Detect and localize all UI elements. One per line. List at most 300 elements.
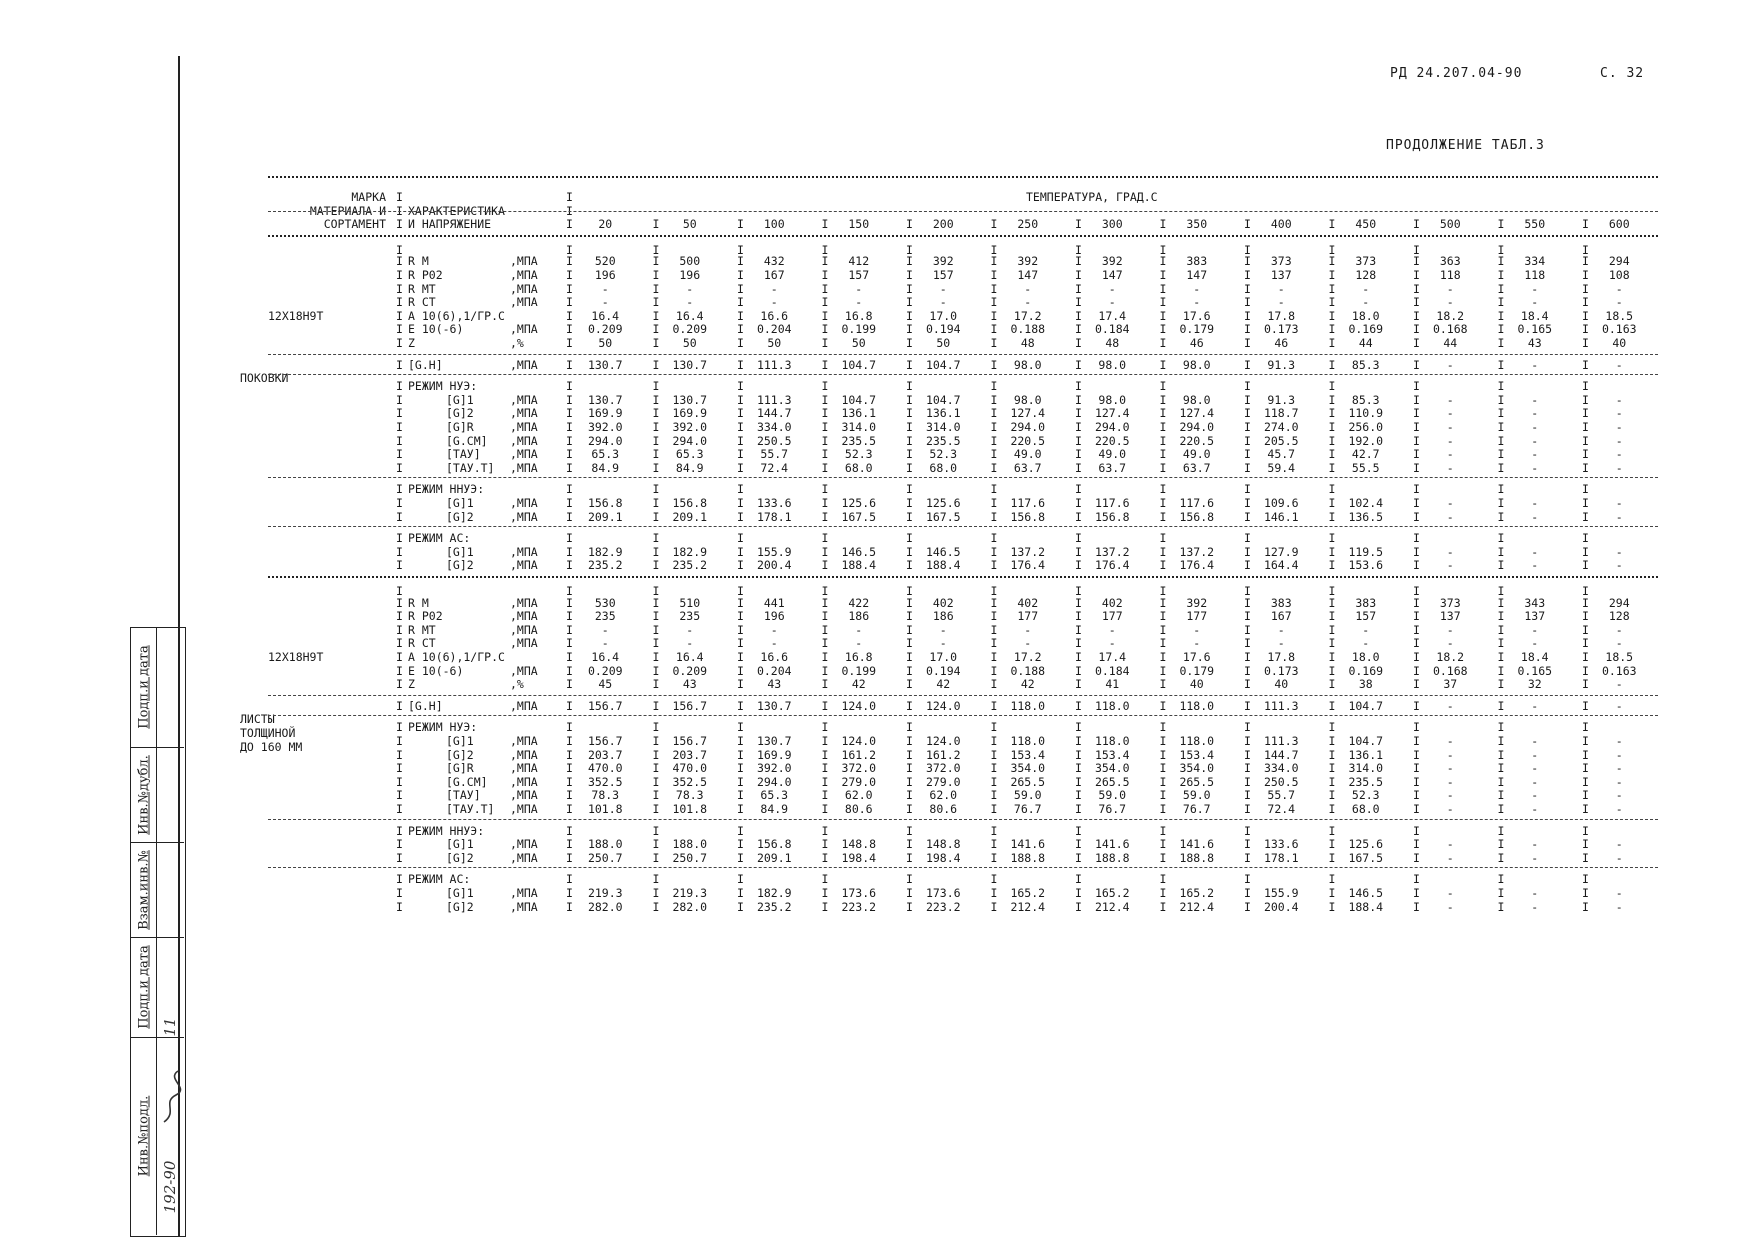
column-separator: I — [1159, 872, 1167, 887]
column-separator: I — [821, 584, 829, 598]
column-separator: I — [1497, 823, 1505, 838]
row-rule — [268, 477, 1658, 478]
column-separator: I — [652, 663, 660, 678]
column-separator: I — [396, 558, 403, 573]
table-cell: 43 — [1527, 336, 1542, 350]
column-separator: I — [1497, 774, 1505, 789]
column-separator: I — [396, 650, 403, 664]
column-separator: I — [566, 720, 573, 735]
table-cell: 130.7 — [672, 357, 708, 372]
table-cell: 111.3 — [1263, 698, 1299, 713]
column-separator: I — [1413, 698, 1420, 713]
column-separator: I — [566, 663, 573, 678]
column-separator: I — [906, 886, 913, 900]
column-separator: I — [906, 242, 913, 257]
table-cell: - — [1615, 698, 1623, 713]
table-cell: 104.7 — [1348, 734, 1384, 748]
table-cell: 49.0 — [1013, 447, 1042, 462]
table-cell: 294.0 — [1094, 420, 1130, 434]
column-separator: I — [1159, 357, 1167, 372]
column-separator: I — [1075, 698, 1082, 713]
column-separator: I — [1582, 217, 1589, 232]
column-separator: I — [1328, 650, 1336, 664]
table-cell: - — [1615, 406, 1623, 421]
column-separator: I — [1075, 558, 1082, 573]
column-separator: I — [821, 357, 829, 372]
table-cell: 148.8 — [925, 837, 961, 852]
table-cell: 80.6 — [844, 802, 873, 816]
table-cell: 200.4 — [756, 558, 792, 573]
column-separator: I — [1497, 802, 1505, 816]
column-separator: I — [1075, 420, 1082, 434]
property-label: Z — [408, 677, 415, 692]
table-cell: 98.0 — [1182, 357, 1211, 372]
column-separator: I — [1328, 433, 1336, 448]
column-separator: I — [990, 622, 998, 637]
table-cell: - — [1193, 636, 1201, 651]
column-separator: I — [566, 761, 573, 776]
column-separator: I — [990, 392, 998, 407]
column-separator: I — [737, 460, 744, 475]
table-cell: 198.4 — [841, 850, 877, 865]
column-separator: I — [1328, 460, 1336, 475]
table-cell: 0.209 — [587, 322, 623, 337]
row-rule — [268, 526, 1658, 527]
table-cell: 196 — [679, 268, 701, 282]
column-separator: I — [906, 677, 913, 692]
column-separator: I — [1497, 336, 1505, 350]
table-cell: 188.8 — [1010, 850, 1046, 865]
table-cell: 153.4 — [1094, 747, 1130, 762]
column-separator: I — [821, 482, 829, 497]
column-separator: I — [1244, 254, 1251, 269]
table-cell: - — [1615, 447, 1623, 462]
table-cell: 68.0 — [844, 460, 873, 475]
column-separator: I — [1328, 406, 1336, 421]
table-cell: 177 — [1017, 609, 1039, 624]
table-cell: - — [1531, 295, 1539, 310]
table-cell: 188.0 — [672, 837, 708, 852]
column-separator: I — [1497, 281, 1505, 296]
stamp-label: Подп.и дата — [136, 645, 152, 729]
table-cell: - — [1531, 406, 1539, 421]
column-separator: I — [1159, 460, 1167, 475]
column-separator: I — [990, 677, 998, 692]
table-cell: - — [1277, 636, 1285, 651]
column-separator: I — [566, 788, 573, 803]
column-separator: I — [1582, 509, 1589, 524]
column-separator: I — [1328, 295, 1336, 310]
table-cell: 43 — [682, 677, 697, 692]
table-cell: 136.1 — [1348, 747, 1384, 762]
column-separator: I — [1244, 509, 1251, 524]
table-cell: 220.5 — [1179, 433, 1215, 448]
property-unit: ,МПА — [510, 433, 538, 448]
column-separator: I — [1075, 774, 1082, 789]
column-separator: I — [906, 899, 913, 914]
table-cell: 220.5 — [1094, 433, 1130, 448]
column-separator: I — [821, 447, 829, 462]
column-separator: I — [566, 460, 573, 475]
table-cell: - — [1615, 761, 1623, 776]
column-separator: I — [1244, 336, 1251, 350]
column-separator: I — [1413, 636, 1420, 651]
column-separator: I — [1075, 823, 1082, 838]
column-separator: I — [396, 531, 403, 546]
column-separator: I — [821, 837, 829, 852]
property-label: R MT — [408, 281, 436, 296]
column-separator: I — [1075, 281, 1082, 296]
column-separator: I — [1582, 595, 1589, 610]
column-separator: I — [737, 254, 744, 269]
column-separator: I — [1328, 698, 1336, 713]
property-label: R CT — [408, 295, 436, 310]
table-cell: 402 — [1017, 595, 1039, 610]
column-separator: I — [990, 584, 998, 598]
property-label: [G.H] — [408, 698, 443, 713]
property-label: R M — [408, 254, 429, 269]
table-cell: 40 — [1612, 336, 1627, 350]
column-separator: I — [737, 872, 744, 887]
column-separator: I — [652, 622, 660, 637]
column-separator: I — [906, 447, 913, 462]
table-cell: - — [1446, 357, 1454, 372]
column-separator: I — [1497, 584, 1505, 598]
column-separator: I — [1075, 650, 1082, 664]
column-separator: I — [1497, 531, 1505, 546]
table-cell: - — [601, 622, 609, 637]
column-separator: I — [1244, 531, 1251, 546]
table-cell: 65.3 — [591, 447, 620, 462]
column-separator: I — [1075, 761, 1082, 776]
column-separator: I — [396, 392, 403, 407]
table-cell: 169.9 — [756, 747, 792, 762]
column-separator: I — [1328, 254, 1336, 269]
column-separator: I — [1075, 837, 1082, 852]
table-cell: - — [1615, 802, 1623, 816]
column-separator: I — [566, 823, 573, 838]
column-separator: I — [1328, 761, 1336, 776]
table-cell: 161.2 — [925, 747, 961, 762]
column-separator: I — [1244, 433, 1251, 448]
table-cell: 422 — [848, 595, 870, 610]
column-separator: I — [1244, 872, 1251, 887]
column-separator: I — [1582, 584, 1589, 598]
column-separator: I — [1582, 698, 1589, 713]
column-separator: I — [1244, 823, 1251, 838]
column-separator: I — [566, 622, 573, 637]
table-cell: 164.4 — [1263, 558, 1299, 573]
column-separator: I — [1244, 837, 1251, 852]
temperature-header: 550 — [1524, 217, 1546, 232]
table-cell: - — [1615, 747, 1623, 762]
table-cell: 136.5 — [1348, 509, 1384, 524]
column-separator: I — [990, 531, 998, 546]
table-cell: 45.7 — [1267, 447, 1296, 462]
column-separator: I — [1328, 788, 1336, 803]
column-separator: I — [906, 636, 913, 651]
column-separator: I — [990, 295, 998, 310]
column-separator: I — [566, 308, 573, 323]
column-separator: I — [1328, 496, 1336, 510]
column-separator: I — [1244, 850, 1251, 865]
column-separator: I — [396, 482, 403, 497]
table-cell: 0.173 — [1263, 663, 1299, 678]
column-separator: I — [1075, 357, 1082, 372]
column-separator: I — [1244, 788, 1251, 803]
column-separator: I — [906, 850, 913, 865]
column-separator: I — [1075, 802, 1082, 816]
table-cell: - — [1446, 788, 1454, 803]
column-separator: I — [906, 734, 913, 748]
property-unit: ,МПА — [510, 544, 538, 559]
column-separator: I — [566, 406, 573, 421]
temperature-title: ТЕМПЕРАТУРА, ГРАД.С — [1026, 190, 1158, 204]
column-separator: I — [1159, 308, 1167, 323]
column-separator: I — [1582, 677, 1589, 692]
column-separator: I — [821, 622, 829, 637]
table-cell: 59.0 — [1013, 788, 1042, 803]
column-separator: I — [990, 254, 998, 269]
column-separator: I — [1328, 734, 1336, 748]
property-unit: ,МПА — [510, 761, 538, 776]
column-separator: I — [652, 761, 660, 776]
table-cell: 62.0 — [844, 788, 873, 803]
table-cell: 235.5 — [841, 433, 877, 448]
table-cell: 63.7 — [1013, 460, 1042, 475]
table-cell: 165.2 — [1179, 886, 1215, 900]
column-separator: I — [1497, 609, 1505, 624]
table-cell: - — [1615, 788, 1623, 803]
column-separator: I — [1413, 308, 1420, 323]
column-separator: I — [1413, 217, 1420, 232]
stress-label: [G]R — [446, 761, 474, 776]
table-cell: 334.0 — [1263, 761, 1299, 776]
table-cell: - — [1531, 747, 1539, 762]
column-separator: I — [906, 357, 913, 372]
column-separator: I — [737, 433, 744, 448]
column-separator: I — [906, 420, 913, 434]
stress-label: [ТАУ.Т] — [446, 460, 495, 475]
column-separator: I — [1328, 622, 1336, 637]
table-cell: 0.194 — [925, 663, 961, 678]
column-separator: I — [1244, 636, 1251, 651]
column-separator: I — [906, 460, 913, 475]
column-separator: I — [1497, 357, 1505, 372]
column-separator: I — [1075, 636, 1082, 651]
column-separator: I — [990, 496, 998, 510]
table-cell: - — [1531, 558, 1539, 573]
column-separator: I — [737, 622, 744, 637]
column-separator: I — [1582, 447, 1589, 462]
column-separator: I — [1413, 254, 1420, 269]
column-separator: I — [1413, 886, 1420, 900]
table-cell: - — [1531, 850, 1539, 865]
table-cell: 530 — [594, 595, 616, 610]
table-cell: 200.4 — [1263, 899, 1299, 914]
column-separator: I — [396, 544, 403, 559]
table-cell: 52.3 — [1351, 788, 1380, 803]
table-cell: - — [939, 281, 947, 296]
column-separator: I — [990, 823, 998, 838]
table-cell: 133.6 — [1263, 837, 1299, 852]
column-separator: I — [1244, 392, 1251, 407]
stress-label: [G]1 — [446, 886, 474, 900]
property-unit: ,МПА — [510, 322, 538, 337]
column-separator: I — [1497, 558, 1505, 573]
table-cell: - — [1446, 899, 1454, 914]
table-cell: 72.4 — [760, 460, 789, 475]
column-separator: I — [1244, 217, 1251, 232]
column-separator: I — [821, 747, 829, 762]
column-separator: I — [566, 531, 573, 546]
table-cell: 118 — [1439, 268, 1461, 282]
column-separator: I — [821, 886, 829, 900]
column-separator: I — [1075, 336, 1082, 350]
column-separator: I — [1075, 322, 1082, 337]
column-separator: I — [566, 584, 573, 598]
table-cell: 235.2 — [672, 558, 708, 573]
column-separator: I — [821, 677, 829, 692]
table-cell: 314.0 — [1348, 761, 1384, 776]
column-separator: I — [1582, 663, 1589, 678]
table-cell: 176.4 — [1010, 558, 1046, 573]
column-separator: I — [1413, 433, 1420, 448]
table-cell: 104.7 — [841, 392, 877, 407]
table-cell: 334 — [1524, 254, 1546, 269]
stamp-label: Инв.№дубл. — [136, 754, 152, 835]
data-table — [240, 176, 1658, 1236]
column-separator: I — [1244, 698, 1251, 713]
table-cell: 392.0 — [672, 420, 708, 434]
column-separator: I — [1075, 531, 1082, 546]
column-separator: I — [1413, 850, 1420, 865]
column-separator: I — [906, 698, 913, 713]
column-separator: I — [1582, 622, 1589, 637]
column-separator: I — [1582, 872, 1589, 887]
table-cell: 153.4 — [1010, 747, 1046, 762]
table-cell: - — [1277, 295, 1285, 310]
table-cell: 16.4 — [591, 650, 620, 664]
column-separator: I — [396, 203, 403, 218]
table-cell: 294.0 — [1179, 420, 1215, 434]
column-separator: I — [652, 392, 660, 407]
table-cell: - — [1615, 281, 1623, 296]
table-cell: 156.7 — [587, 698, 623, 713]
column-separator: I — [1159, 761, 1167, 776]
table-cell: 383 — [1355, 595, 1377, 610]
table-cell: 153.4 — [1179, 747, 1215, 762]
column-separator: I — [566, 650, 573, 664]
table-cell: - — [1446, 433, 1454, 448]
table-cell: - — [1446, 734, 1454, 748]
column-separator: I — [1328, 281, 1336, 296]
table-cell: 16.4 — [675, 308, 704, 323]
column-separator: I — [566, 595, 573, 610]
table-cell: 102.4 — [1348, 496, 1384, 510]
column-separator: I — [821, 242, 829, 257]
table-cell: 0.184 — [1094, 322, 1130, 337]
column-separator: I — [566, 433, 573, 448]
column-separator: I — [396, 747, 403, 762]
column-separator: I — [1075, 242, 1082, 257]
column-separator: I — [1328, 242, 1336, 257]
property-label: E 10(-6) — [408, 663, 464, 678]
table-cell: - — [1362, 281, 1370, 296]
column-separator: I — [396, 609, 403, 624]
column-separator: I — [906, 837, 913, 852]
column-separator: I — [737, 420, 744, 434]
table-cell: 16.6 — [760, 308, 789, 323]
table-cell: - — [1024, 295, 1032, 310]
table-cell: 17.2 — [1013, 650, 1042, 664]
column-separator: I — [566, 322, 573, 337]
property-unit: ,МПА — [510, 254, 538, 269]
table-cell: 85.3 — [1351, 392, 1380, 407]
stress-label: [G]1 — [446, 734, 474, 748]
column-separator: I — [1497, 420, 1505, 434]
column-separator: I — [990, 872, 998, 887]
column-separator: I — [906, 872, 913, 887]
column-separator: I — [1159, 392, 1167, 407]
table-cell: 141.6 — [1179, 837, 1215, 852]
column-separator: I — [1328, 837, 1336, 852]
table-cell: - — [1615, 496, 1623, 510]
table-cell: 169.9 — [587, 406, 623, 421]
column-separator: I — [1244, 734, 1251, 748]
column-separator: I — [821, 698, 829, 713]
table-cell: 250.7 — [672, 850, 708, 865]
column-separator: I — [566, 609, 573, 624]
table-cell: 352.5 — [587, 774, 623, 789]
table-cell: 178.1 — [756, 509, 792, 524]
column-separator: I — [1328, 482, 1336, 497]
column-separator: I — [1413, 357, 1420, 372]
column-separator: I — [566, 850, 573, 865]
column-separator: I — [1159, 837, 1167, 852]
column-separator: I — [1497, 482, 1505, 497]
table-cell: 0.179 — [1179, 663, 1215, 678]
column-separator: I — [1075, 482, 1082, 497]
column-separator: I — [906, 482, 913, 497]
stress-label: [G.CM] — [446, 774, 488, 789]
column-separator: I — [990, 650, 998, 664]
table-cell: 441 — [763, 595, 785, 610]
header-bottom-rule — [268, 235, 1658, 237]
table-cell: - — [1446, 509, 1454, 524]
column-separator: I — [906, 788, 913, 803]
column-separator: I — [1075, 544, 1082, 559]
column-separator: I — [906, 595, 913, 610]
table-cell: 0.204 — [756, 663, 792, 678]
column-separator: I — [1159, 636, 1167, 651]
column-separator: I — [1582, 242, 1589, 257]
table-cell: 136.1 — [841, 406, 877, 421]
column-separator: I — [396, 886, 403, 900]
table-cell: 188.4 — [841, 558, 877, 573]
table-cell: - — [1531, 734, 1539, 748]
column-separator: I — [1413, 584, 1420, 598]
column-separator: I — [737, 406, 744, 421]
table-cell: 205.5 — [1263, 433, 1299, 448]
column-separator: I — [566, 496, 573, 510]
mode-title: РЕЖИМ НУЭ: — [408, 720, 478, 735]
column-separator: I — [1244, 663, 1251, 678]
table-cell: 137.2 — [1010, 544, 1046, 559]
column-separator: I — [1244, 322, 1251, 337]
column-separator: I — [396, 254, 403, 269]
column-separator: I — [821, 295, 829, 310]
